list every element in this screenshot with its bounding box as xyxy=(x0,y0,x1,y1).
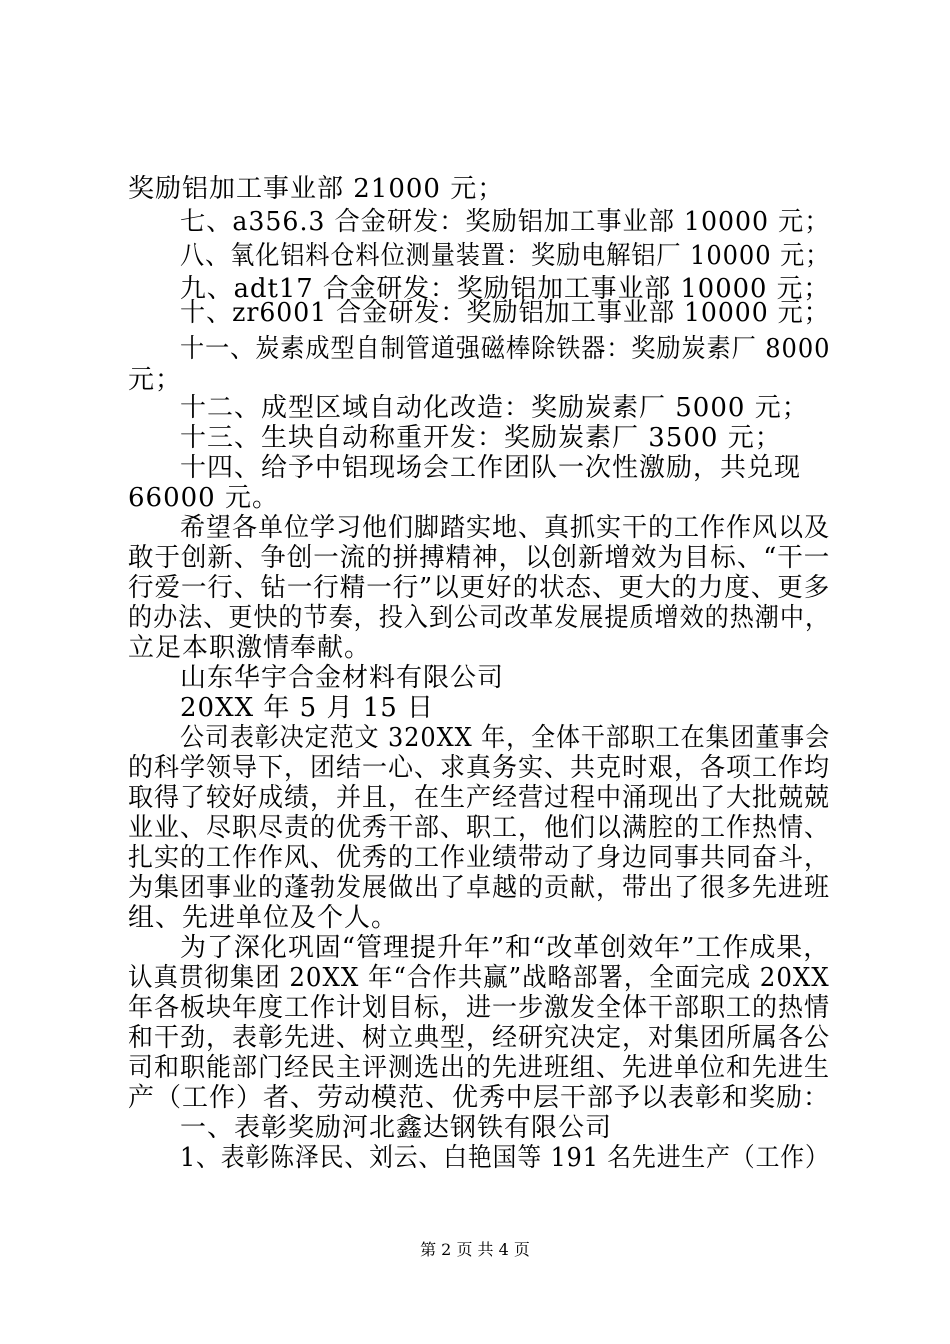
text-line: 奖励铝加工事业部 21000 元； xyxy=(128,174,505,204)
text-line: 七、a356.3 合金研发：奖励铝加工事业部 10000 元； xyxy=(180,207,831,237)
company-signature: 山东华宇合金材料有限公司 xyxy=(180,663,505,693)
text-line: 十一、炭素成型自制管道强磁棒除铁器：奖励炭素厂 8000 xyxy=(180,334,831,364)
text-line: 和干劲，表彰先进、树立典型，经研究决定，对集团所属各公 xyxy=(128,1023,831,1053)
text-line: 敢于创新、争创一流的拼搏精神，以创新增效为目标、“干一 xyxy=(128,543,831,573)
text-line: 业业、尽职尽责的优秀干部、职工，他们以满腔的工作热情、 xyxy=(128,813,831,843)
text-line: 公司表彰决定范文 320XX 年，全体干部职工在集团董事会 xyxy=(180,723,831,753)
date-line: 20XX 年 5 月 15 日 xyxy=(180,693,435,723)
page-footer: 第 2 页 共 4 页 xyxy=(420,1240,530,1259)
text-line: 司和职能部门经民主评测选出的先进班组、先进单位和先进生 xyxy=(128,1053,831,1083)
text-line: 1、表彰陈泽民、刘云、白艳国等 191 名先进生产（工作） xyxy=(180,1143,830,1173)
text-line: 九、adt17 合金研发：奖励铝加工事业部 10000 元； xyxy=(180,274,831,304)
text-line: 立足本职激情奉献。 xyxy=(128,633,372,663)
text-line: 认真贯彻集团 20XX 年“合作共赢”战略部署，全面完成 20XX xyxy=(128,963,830,993)
text-line: 组、先进单位及个人。 xyxy=(128,903,399,933)
text-line: 十四、给予中铝现场会工作团队一次性激励，共兑现 xyxy=(180,453,802,483)
text-line: 的科学领导下，团结一心、求真务实、共克时艰，各项工作均 xyxy=(128,753,831,783)
text-line: 为集团事业的蓬勃发展做出了卓越的贡献，带出了很多先进班 xyxy=(128,873,831,903)
text-line: 66000 元。 xyxy=(128,483,279,513)
text-line: 年各板块年度工作计划目标，进一步激发全体干部职工的热情 xyxy=(128,993,831,1023)
text-line: 为了深化巩固“管理提升年”和“改革创效年”工作成果， xyxy=(180,933,831,963)
text-line: 八、氧化铝料仓料位测量装置：奖励电解铝厂 10000 元； xyxy=(180,241,831,271)
text-line: 十三、生块自动称重开发：奖励炭素厂 3500 元； xyxy=(180,423,782,453)
text-line: 元； xyxy=(128,365,183,395)
text-line: 十、zr6001 合金研发：奖励铝加工事业部 10000 元； xyxy=(180,298,830,328)
text-line: 的办法、更快的节奏，投入到公司改革发展提质增效的热潮中， xyxy=(128,603,831,633)
text-line: 产（工作）者、劳动模范、优秀中层干部予以表彰和奖励： xyxy=(128,1083,831,1113)
section-heading: 一、表彰奖励河北鑫达钢铁有限公司 xyxy=(180,1113,613,1143)
text-line: 希望各单位学习他们脚踏实地、真抓实干的工作作风以及 xyxy=(180,513,831,543)
text-line: 行爱一行、钻一行精一行”以更好的状态、更大的力度、更多 xyxy=(128,573,831,603)
text-line: 取得了较好成绩，并且，在生产经营过程中涌现出了大批兢兢 xyxy=(128,783,831,813)
text-line: 扎实的工作作风、优秀的工作业绩带动了身边同事共同奋斗， xyxy=(128,843,831,873)
text-line: 十二、成型区域自动化改造：奖励炭素厂 5000 元； xyxy=(180,393,809,423)
